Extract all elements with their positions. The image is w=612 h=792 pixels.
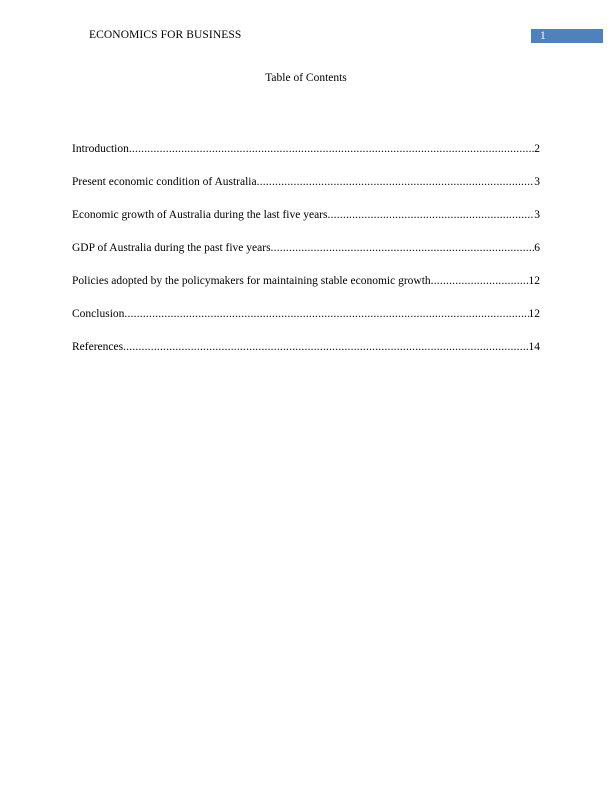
toc-entry-page: 12 [528,275,540,287]
toc-entry-label: References [72,341,124,353]
toc-entry-conclusion[interactable] [72,307,540,340]
toc-entry-economic-growth[interactable] [72,208,540,241]
toc-entry-introduction[interactable] [72,142,540,175]
toc-dot-leader [328,208,535,222]
toc-title: Table of Contents [265,72,347,84]
toc-dot-leader [257,175,535,189]
toc-entry-label: Introduction [72,143,129,155]
toc-entry-policies[interactable] [72,274,540,307]
toc-entry-page: 2 [534,143,540,155]
toc-entry-label: Conclusion [72,308,125,320]
toc-dot-leader [129,142,534,156]
toc-entry-label: Economic growth of Australia during the last five years [72,209,328,221]
toc-entry-gdp[interactable] [72,241,540,274]
toc-entry-page: 6 [534,242,540,254]
toc-entry-page: 12 [528,308,540,320]
page-number-box [531,29,603,43]
toc-entry-present-condition[interactable] [72,175,540,208]
toc-entry-references[interactable] [72,340,540,373]
toc-dot-leader [271,241,535,255]
toc-dot-leader [123,340,528,354]
toc-list [72,142,540,373]
toc-entry-page: 3 [534,176,540,188]
page-number: 1 [540,30,546,42]
toc-entry-label: GDP of Australia during the past five years [72,242,271,254]
toc-entry-page: 14 [528,341,540,353]
toc-entry-page: 3 [534,209,540,221]
running-head: ECONOMICS FOR BUSINESS [89,29,242,41]
toc-dot-leader [124,307,528,321]
toc-entry-label: Policies adopted by the policymakers for maintaining stable economic growth [72,275,431,287]
toc-dot-leader [431,274,529,288]
toc-entry-label: Present economic condition of Australia [72,176,257,188]
